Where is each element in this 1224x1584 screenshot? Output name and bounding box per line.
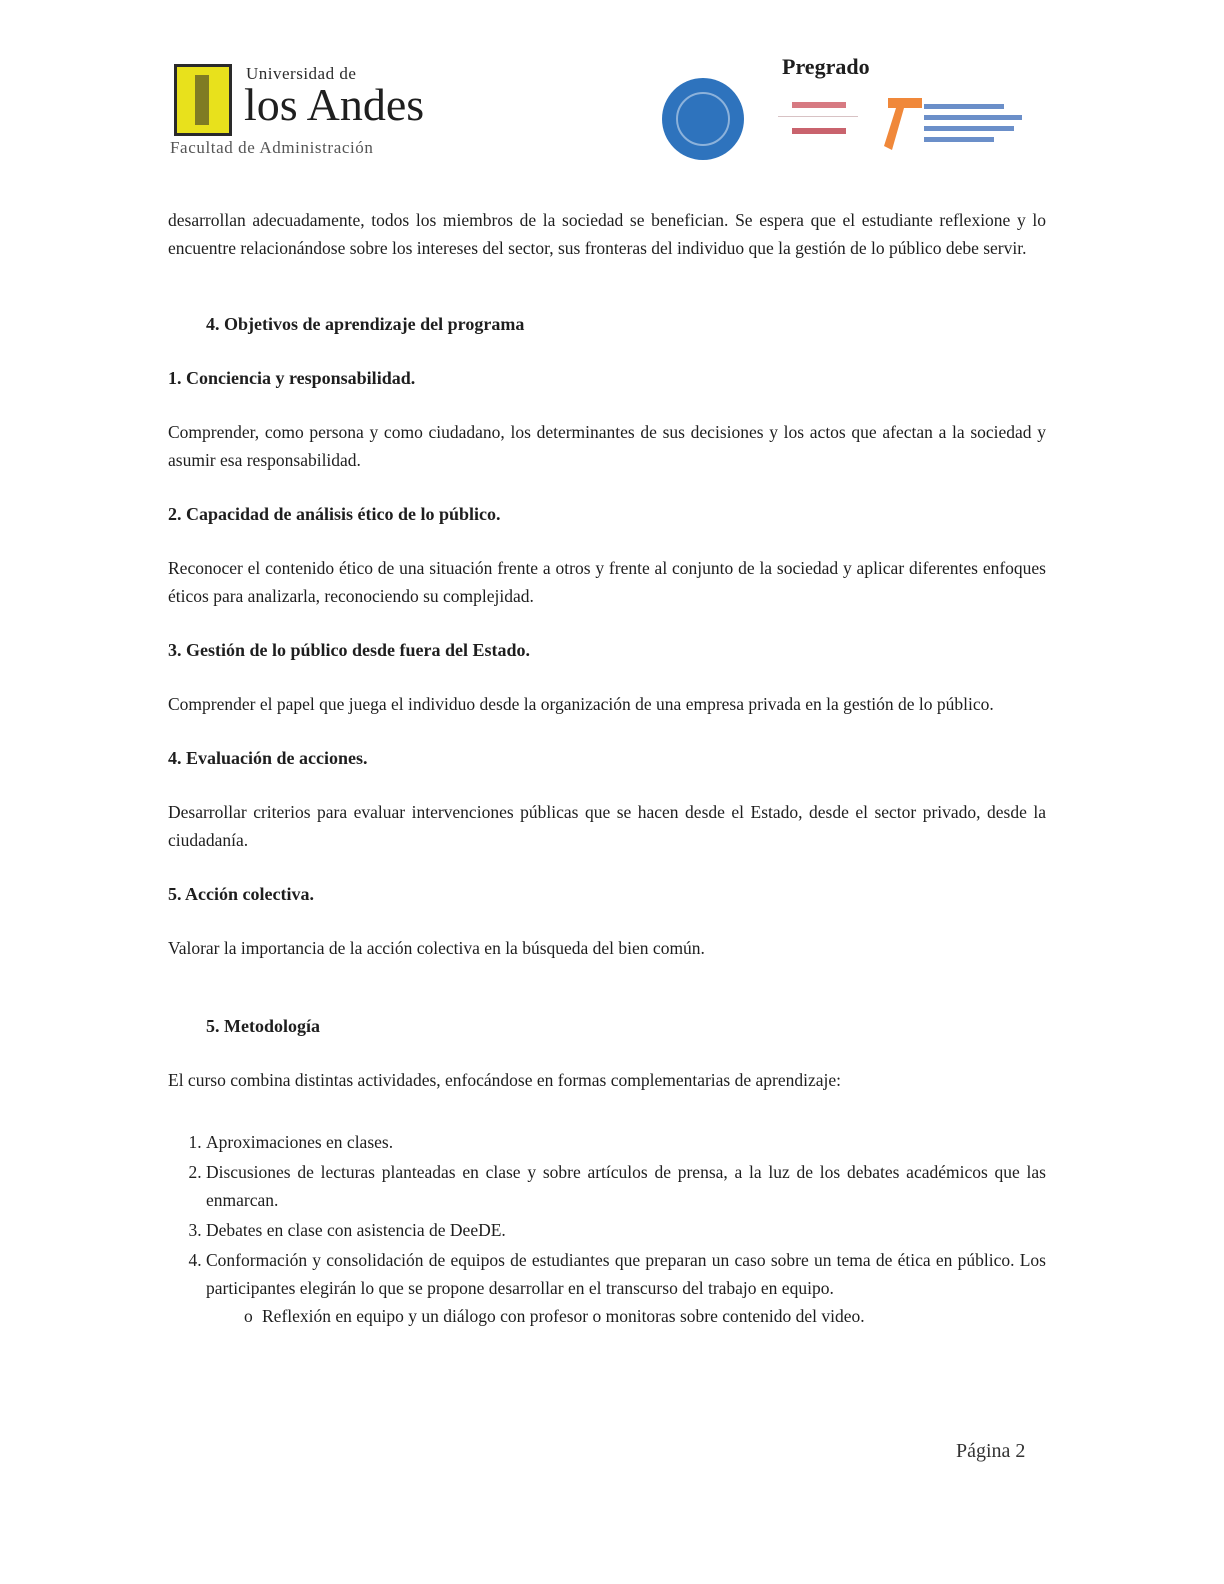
faculty-name: Facultad de Administración: [170, 138, 374, 157]
objective-description: Comprender el papel que juega el individuo desde la organización de una empresa privada en la gestión de lo público.: [168, 694, 994, 714]
university-crest-icon: [174, 64, 232, 136]
objective-description: Desarrollar criterios para evaluar intervenciones públicas que se hacen desde el Estado, desde el sector privado, desde la ciudadanía.: [168, 802, 1046, 850]
pregrado-label: Pregrado: [782, 54, 870, 79]
objective-description: Comprender, como persona y como ciudadano, los determinantes de sus decisiones y los actos que afectan a la sociedad y asumir esa responsabilidad.: [168, 422, 1046, 470]
objective-title: 3. Gestión de lo público desde fuera del Estado.: [168, 640, 531, 660]
methodology-list: [168, 1128, 1046, 1330]
methodology-intro: El curso combina distintas actividades, enfocándose en formas complementarias de aprendizaje:: [168, 1070, 842, 1090]
list-item: 1. Aproximaciones en clases.: [206, 1128, 1046, 1156]
list-item: [206, 1246, 1046, 1330]
university-name-line2: los Andes: [244, 79, 425, 130]
intro-paragraph: desarrollan adecuadamente, todos los miembros de la sociedad se benefician. Se espera que el estudiante reflexione y lo encuentre relacionándose sobre los intereses del sector, sus fronteras del individuo que la gestión de lo público debe servir.: [168, 210, 1046, 258]
methodology-sublist: [206, 1302, 1046, 1330]
page-number: Página 2: [956, 1440, 1026, 1462]
objective-title: 2. Capacidad de análisis ético de lo público.: [168, 504, 501, 524]
university-name-line1: Universidad de: [246, 64, 357, 83]
orange-arrow-icon: [884, 98, 922, 150]
objective-title: 4. Evaluación de acciones.: [168, 748, 368, 768]
list-item-text: Conformación y consolidación de equipos de estudiantes que preparan un caso sobre un tema de ética en público. Los participantes elegirán lo que se propone desarrollar en el transcurso del trabajo en equipo.: [206, 1250, 1046, 1298]
objective-description: Valorar la importancia de la acción colectiva en la búsqueda del bien común.: [168, 938, 705, 958]
accreditation-logo-icon: [778, 98, 858, 150]
objective-title: 5. Acción colectiva.: [168, 884, 314, 904]
objectives-heading: 4. Objetivos de aprendizaje del programa: [206, 314, 525, 334]
methodology-heading: 5. Metodología: [206, 1016, 320, 1036]
accreditation-seal-icon: [662, 78, 744, 160]
partner-logo-icon: [884, 98, 1024, 154]
list-item: 2. Discusiones de lecturas planteadas en clase y sobre artículos de prensa, a la luz de los debates académicos que las enmarcan.: [206, 1158, 1046, 1214]
objective-title: 1. Conciencia y responsabilidad.: [168, 368, 416, 388]
document-body: [168, 206, 1046, 1332]
list-item: 3. Debates en clase con asistencia de DeeDE.: [206, 1216, 1046, 1244]
partner-logo-lines: [924, 104, 1022, 148]
university-logo: [168, 56, 428, 166]
objective-description: Reconocer el contenido ético de una situación frente a otros y frente al conjunto de la sociedad y aplicar diferentes enfoques éticos para analizarla, reconociendo su complejidad.: [168, 558, 1046, 606]
sub-list-item: o Reflexión en equipo y un diálogo con profesor o monitoras sobre contenido del video.: [244, 1302, 1046, 1330]
